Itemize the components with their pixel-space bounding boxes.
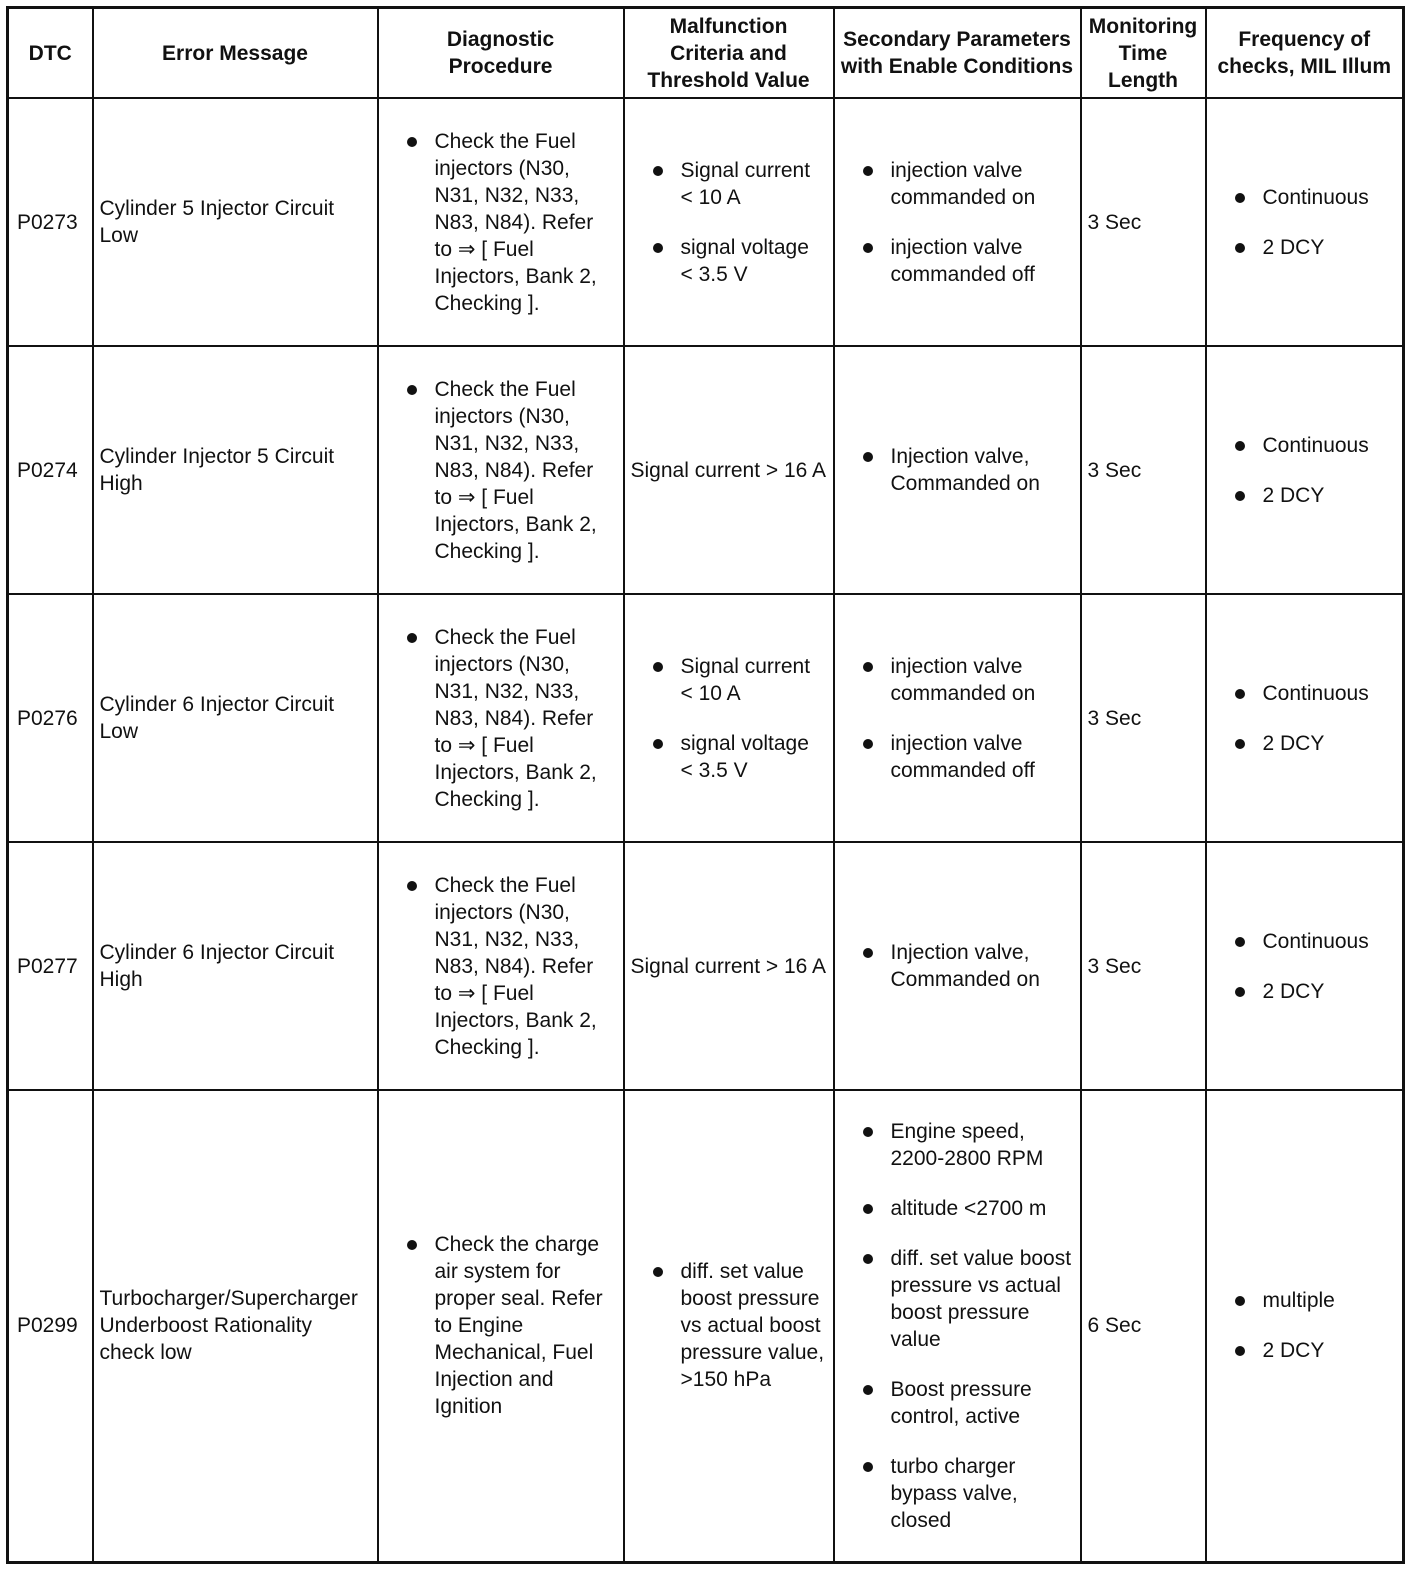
secondary-parameters	[834, 346, 1081, 594]
monitoring-time: 3 Sec	[1081, 98, 1206, 346]
malfunction-criteria	[624, 98, 834, 346]
diagnostic-procedure	[378, 594, 624, 842]
secondary-item: Engine speed, 2200-2800 RPM	[841, 1118, 1074, 1172]
dtc-code: P0299	[8, 1090, 93, 1562]
frequency-item: Continuous	[1213, 928, 1397, 955]
secondary-item: injection valve commanded off	[841, 234, 1074, 288]
frequency-item: Continuous	[1213, 432, 1397, 459]
secondary-item: injection valve commanded on	[841, 157, 1074, 211]
header-monitoring-time: Monitoring Time Length	[1081, 8, 1206, 99]
dtc-code: P0277	[8, 842, 93, 1090]
procedure-item: Check the Fuel injectors (N30, N31, N32, N33, N83, N84). Refer to ⇒ [ Fuel Injectors, Bank 2, Checking ].	[385, 624, 617, 813]
procedure-item: Check the Fuel injectors (N30, N31, N32, N33, N83, N84). Refer to ⇒ [ Fuel Injectors, Bank 2, Checking ].	[385, 872, 617, 1061]
malfunction-criteria	[624, 1090, 834, 1562]
malfunction-item: signal voltage < 3.5 V	[631, 730, 827, 784]
dtc-code: P0273	[8, 98, 93, 346]
frequency-item: Continuous	[1213, 184, 1397, 211]
secondary-parameters	[834, 98, 1081, 346]
frequency-item: 2 DCY	[1213, 978, 1397, 1005]
secondary-parameters	[834, 842, 1081, 1090]
frequency	[1206, 346, 1404, 594]
error-message: Cylinder 6 Injector Circuit Low	[93, 594, 378, 842]
frequency-item: 2 DCY	[1213, 730, 1397, 757]
header-dtc: DTC	[8, 8, 93, 99]
secondary-item: altitude <2700 m	[841, 1195, 1074, 1222]
malfunction-criteria: Signal current > 16 A	[624, 842, 834, 1090]
frequency-item: Continuous	[1213, 680, 1397, 707]
secondary-parameters	[834, 594, 1081, 842]
header-secondary-parameters: Secondary Parameters with Enable Conditions	[834, 8, 1081, 99]
header-row	[8, 8, 1404, 99]
malfunction-criteria: Signal current > 16 A	[624, 346, 834, 594]
malfunction-item: Signal current < 10 A	[631, 653, 827, 707]
frequency-item: multiple	[1213, 1287, 1397, 1314]
secondary-item: injection valve commanded off	[841, 730, 1074, 784]
frequency-item: 2 DCY	[1213, 234, 1397, 261]
malfunction-item: diff. set value boost pressure vs actual boost pressure value, >150 hPa	[631, 1258, 827, 1393]
frequency-item: 2 DCY	[1213, 1337, 1397, 1364]
header-diagnostic-procedure: Diagnostic Procedure	[378, 8, 624, 99]
dtc-table	[6, 6, 1405, 1564]
monitoring-time: 6 Sec	[1081, 1090, 1206, 1562]
table-row	[8, 1090, 1404, 1562]
monitoring-time: 3 Sec	[1081, 594, 1206, 842]
secondary-item: turbo charger bypass valve, closed	[841, 1453, 1074, 1534]
frequency	[1206, 594, 1404, 842]
table-row	[8, 842, 1404, 1090]
malfunction-item: Signal current < 10 A	[631, 157, 827, 211]
table-row	[8, 346, 1404, 594]
frequency	[1206, 842, 1404, 1090]
monitoring-time: 3 Sec	[1081, 346, 1206, 594]
procedure-item: Check the Fuel injectors (N30, N31, N32, N33, N83, N84). Refer to ⇒ [ Fuel Injectors, Bank 2, Checking ].	[385, 128, 617, 317]
diagnostic-procedure	[378, 1090, 624, 1562]
procedure-item: Check the charge air system for proper seal. Refer to Engine Mechanical, Fuel Injection and Ignition	[385, 1231, 617, 1420]
diagnostic-procedure	[378, 346, 624, 594]
frequency	[1206, 1090, 1404, 1562]
monitoring-time: 3 Sec	[1081, 842, 1206, 1090]
error-message: Turbocharger/Supercharger Underboost Rationality check low	[93, 1090, 378, 1562]
malfunction-item: signal voltage < 3.5 V	[631, 234, 827, 288]
header-malfunction-criteria: Malfunction Criteria and Threshold Value	[624, 8, 834, 99]
error-message: Cylinder 6 Injector Circuit High	[93, 842, 378, 1090]
secondary-parameters	[834, 1090, 1081, 1562]
header-frequency: Frequency of checks, MIL Illum	[1206, 8, 1404, 99]
malfunction-criteria	[624, 594, 834, 842]
secondary-item: injection valve commanded on	[841, 653, 1074, 707]
secondary-item: diff. set value boost pressure vs actual boost pressure value	[841, 1245, 1074, 1353]
dtc-code: P0276	[8, 594, 93, 842]
error-message: Cylinder 5 Injector Circuit Low	[93, 98, 378, 346]
frequency	[1206, 98, 1404, 346]
header-error-message: Error Message	[93, 8, 378, 99]
dtc-code: P0274	[8, 346, 93, 594]
table-row	[8, 98, 1404, 346]
diagnostic-procedure	[378, 98, 624, 346]
diagnostic-procedure	[378, 842, 624, 1090]
procedure-item: Check the Fuel injectors (N30, N31, N32, N33, N83, N84). Refer to ⇒ [ Fuel Injectors, Bank 2, Checking ].	[385, 376, 617, 565]
dtc-table-container	[6, 6, 1405, 1564]
frequency-item: 2 DCY	[1213, 482, 1397, 509]
table-row	[8, 594, 1404, 842]
secondary-item: Injection valve, Commanded on	[841, 939, 1074, 993]
secondary-item: Boost pressure control, active	[841, 1376, 1074, 1430]
secondary-item: Injection valve, Commanded on	[841, 443, 1074, 497]
error-message: Cylinder Injector 5 Circuit High	[93, 346, 378, 594]
